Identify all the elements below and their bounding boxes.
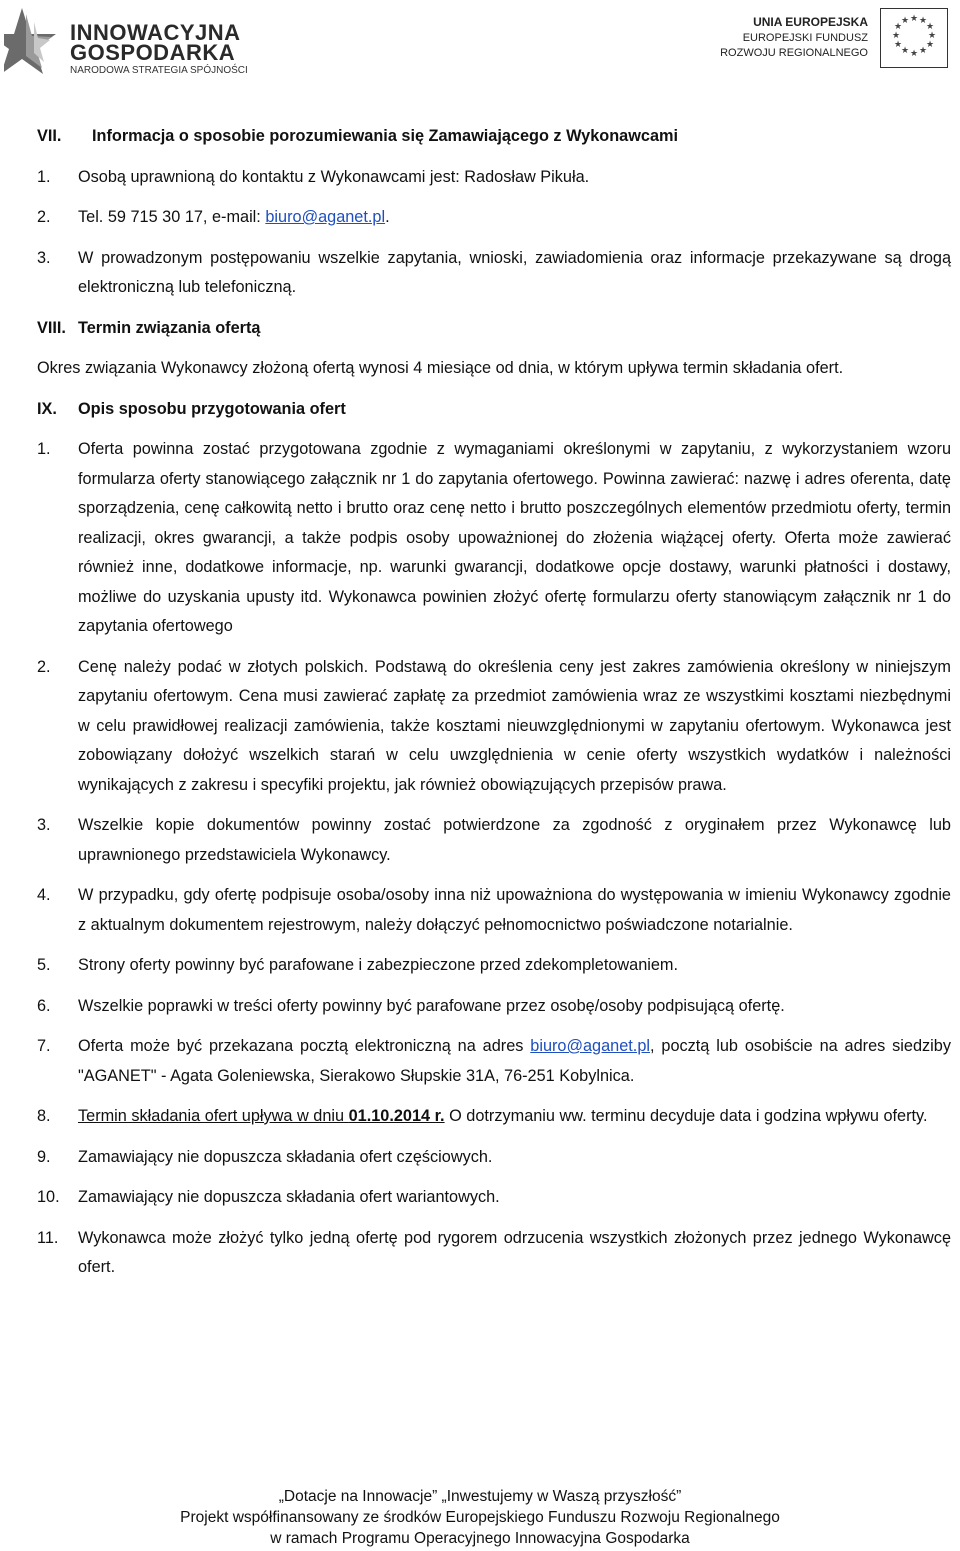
svg-text:★: ★	[927, 31, 937, 41]
svg-text:★: ★	[925, 40, 935, 50]
section-heading-ix	[37, 395, 951, 425]
list-item: 7. Oferta może być przekazana pocztą elektroniczną na adres biuro@aganet.pl, pocztą lub osobiście na adres siedziby "AGANET" - Agata Goleniewska, Sierakowo Słupskie 31A, 76-251 Kobylnica.	[37, 1037, 951, 1085]
list-item: 4. W przypadku, gdy ofertę podpisuje osoba/osoby inna niż upoważniona do występowania w imieniu Wykonawcy zgodnie z aktualnym dokumentem rejestrowym, należy dołączyć pełnomocnictwo poświadczone notarialnie.	[37, 886, 951, 934]
svg-text:★: ★	[918, 46, 928, 56]
page-footer	[0, 1486, 960, 1549]
eu-logo-line-3: ROZWOJU REGIONALNEGO	[720, 47, 868, 59]
eu-logo-line-1: UNIA EUROPEJSKA	[753, 15, 868, 29]
list-item: 10. Zamawiający nie dopuszcza składania ofert wariantowych.	[37, 1188, 500, 1206]
star-burst-icon	[4, 4, 62, 76]
section-paragraph: Okres związania Wykonawcy złożoną ofertą wynosi 4 miesiące od dnia, w którym upływa termin składania ofert.	[37, 359, 844, 377]
list-item: 1. Oferta powinna zostać przygotowana zgodnie z wymaganiami określonymi w zapytaniu, z wykorzystaniem wzoru formularza oferty stanowiącego załącznik nr 1 do zapytania ofertowego. Powinna zawierać: nazwę i adres oferenta, datę sporządzenia, cenę całkowitą netto i brutto oraz cenę netto i brutto poszczególnych elementów przedmiotu oferty, termin realizacji, okres gwarancji, a także podpis osoby upoważnionej do złożenia wiążącej oferty. Oferta może zawierać również inne, dodatkowe informacje, np. warunki gwarancji, dodatkowe opcje dostawy, warunki płatności i dostawy, możliwe do uzyskania upusty itd. Wykonawca powinien złożyć ofertę formularzu oferty stanowiącym załącznik nr 1 do zapytania ofertowego	[37, 440, 951, 635]
section-number: VIII.	[37, 318, 66, 337]
eu-flag-icon	[880, 8, 948, 68]
footer-line-2: Projekt współfinansowany ze środków Europejskiego Funduszu Rozwoju Regionalnego	[180, 1509, 780, 1526]
email-link[interactable]: biuro@aganet.pl	[265, 208, 386, 226]
email-link[interactable]: biuro@aganet.pl	[530, 1037, 650, 1055]
list-item: 6. Wszelkie poprawki w treści oferty powinny być parafowane przez osobę/osoby podpisującą ofertę.	[37, 996, 785, 1015]
list-item: 11. Wykonawca może złożyć tylko jedną ofertę pod rygorem odrzucenia wszystkich złożonych przez jednego Wykonawcę ofert.	[37, 1228, 951, 1276]
list-item: 2. Cenę należy podać w złotych polskich. Podstawą do określenia ceny jest zakres zamówienia określony w niniejszym zapytaniu ofertowym. Cena musi zawierać zapłatę za przedmiot zamówienia wraz ze wszystkimi kosztami niezbędnymi w celu prawidłowej realizacji zamówienia, także kosztami nieuwzględnionymi w zapytaniu ofertowym. Wykonawca jest zobowiązany dołożyć wszelkich starań w celu uwzględnienia w cenie oferty wszystkich wydatków i należności wynikających z zakresu i specyfiki projektu, jak również obowiązujących przepisów prawa.	[37, 657, 951, 794]
svg-text:★: ★	[925, 22, 935, 32]
innowacyjna-gospodarka-logo	[4, 2, 254, 78]
logo-line-1: INNOWACYJNA	[70, 20, 241, 45]
svg-text:★: ★	[900, 16, 910, 26]
document-body	[37, 122, 951, 1294]
deadline-date: 01.10.2014 r.	[348, 1107, 445, 1125]
footer-line-1: „Dotacje na Innowacje” „Inwestujemy w Waszą przyszłość”	[278, 1488, 682, 1505]
deadline-text: Termin składania ofert upływa w dniu 01.10.2014 r.	[78, 1107, 445, 1125]
section-number: VII.	[37, 127, 62, 145]
section-number: IX.	[37, 399, 57, 418]
list-item: 1. Osobą uprawnioną do kontaktu z Wykonawcami jest: Radosław Pikuła.	[37, 167, 590, 186]
svg-text:★: ★	[900, 46, 910, 56]
svg-text:★: ★	[893, 40, 903, 50]
list-item: 3. W prowadzonym postępowaniu wszelkie zapytania, wnioski, zawiadomienia oraz informacje przekazywane są drogą elektroniczną lub telefoniczną.	[37, 248, 951, 296]
section-title: Termin związania ofertą	[78, 318, 261, 337]
list-item: 3. Wszelkie kopie dokumentów powinny zostać potwierdzone za zgodność z oryginałem przez Wykonawcę lub uprawnionego przedstawiciela Wykonawcy.	[37, 816, 951, 864]
list-item: 5. Strony oferty powinny być parafowane i zabezpieczone przed zdekompletowaniem.	[37, 956, 679, 974]
logo-line-2: GOSPODARKA	[70, 40, 236, 65]
svg-text:★: ★	[909, 49, 919, 59]
list-item: 9. Zamawiający nie dopuszcza składania ofert częściowych.	[37, 1147, 493, 1166]
page-header	[0, 0, 960, 80]
section-title: Opis sposobu przygotowania ofert	[78, 399, 346, 418]
footer-line-3: w ramach Programu Operacyjnego Innowacyjna Gospodarka	[270, 1530, 690, 1547]
section-title: Informacja o sposobie porozumiewania się Zamawiającego z Wykonawcami	[92, 127, 678, 145]
list-item: 8. Termin składania ofert upływa w dniu 01.10.2014 r. O dotrzymaniu ww. terminu decyduje data i godzina wpływu oferty.	[37, 1107, 928, 1125]
svg-text:★: ★	[918, 16, 928, 26]
svg-text:★: ★	[893, 22, 903, 32]
svg-text:★: ★	[891, 31, 901, 41]
eu-logo	[688, 6, 948, 70]
eu-logo-line-2: EUROPEJSKI FUNDUSZ	[742, 32, 868, 44]
logo-line-3: NARODOWA STRATEGIA SPÓJNOŚCI	[70, 65, 248, 76]
list-item: 2. Tel. 59 715 30 17, e-mail: biuro@aganet.pl.	[37, 208, 390, 226]
section-heading-viii	[37, 314, 951, 344]
section-heading-vii	[37, 122, 951, 152]
svg-text:★: ★	[909, 14, 919, 24]
